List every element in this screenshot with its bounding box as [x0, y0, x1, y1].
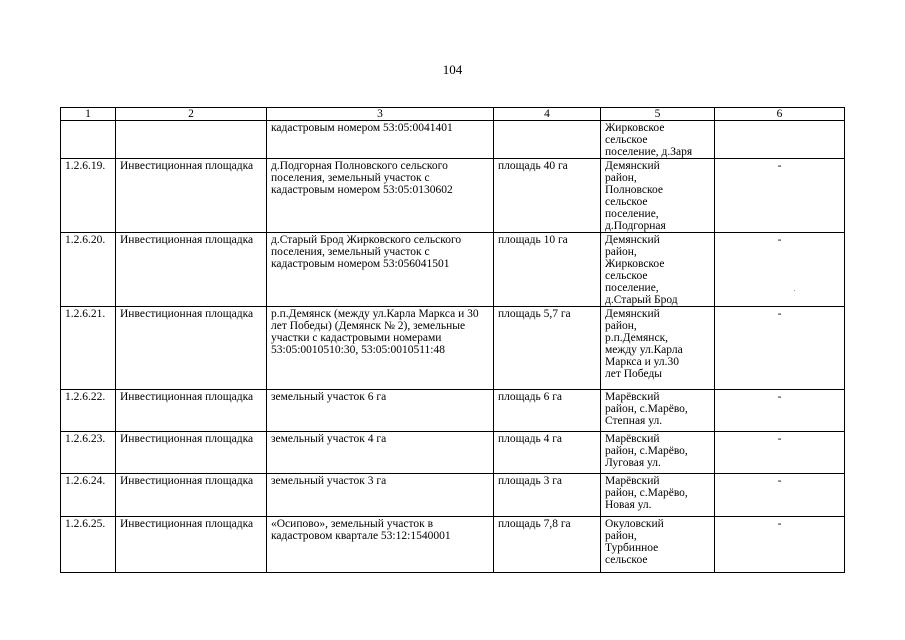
- cell-note: -: [715, 307, 845, 390]
- cell-type: Инвестиционная площадка: [116, 432, 267, 474]
- cell-description: «Осипово», земельный участок в кадастровом квартале 53:12:1540001: [267, 517, 494, 573]
- column-header-4: 4: [494, 108, 601, 121]
- table-row-continuation: [61, 121, 845, 159]
- cell-num: 1.2.6.23.: [61, 432, 116, 474]
- scan-speck: [794, 290, 795, 291]
- cell-description: р.п.Демянск (между ул.Карла Маркса и 30 лет Победы) (Демянск № 2), земельные участки с кадастровыми номерами 53:05:0010510:30, 53:05:0010511:48: [267, 307, 494, 390]
- cell-location: Марёвский район, с.Марёво, Степная ул.: [601, 390, 715, 432]
- cell-parameters: площадь 6 га: [494, 390, 601, 432]
- column-header-2: 2: [116, 108, 267, 121]
- cell-parameters: площадь 3 га: [494, 474, 601, 517]
- cell-type: Инвестиционная площадка: [116, 159, 267, 233]
- column-header-1: 1: [61, 108, 116, 121]
- cell-parameters: площадь 40 га: [494, 159, 601, 233]
- cell-location: Марёвский район, с.Марёво, Луговая ул.: [601, 432, 715, 474]
- cell-num: 1.2.6.21.: [61, 307, 116, 390]
- cell-description: д.Подгорная Полновского сельского поселения, земельный участок с кадастровым номером 53:05:0130602: [267, 159, 494, 233]
- cell-type: Инвестиционная площадка: [116, 517, 267, 573]
- cell-note: -: [715, 233, 845, 307]
- column-header-6: 6: [715, 108, 845, 121]
- table-header-row: [61, 108, 845, 121]
- table-row: [61, 233, 845, 307]
- cell-note: -: [715, 517, 845, 573]
- cell-location: Демянский район, Полновское сельское поселение, д.Подгорная: [601, 159, 715, 233]
- cell-location: Демянский район, Жирковское сельское поселение, д.Старый Брод: [601, 233, 715, 307]
- page-number: 104: [442, 62, 463, 77]
- table-row: [61, 159, 845, 233]
- column-header-5: 5: [601, 108, 715, 121]
- cell-parameters: площадь 10 га: [494, 233, 601, 307]
- cell-num: 1.2.6.20.: [61, 233, 116, 307]
- cell-num: 1.2.6.25.: [61, 517, 116, 573]
- table-row: [61, 474, 845, 517]
- cell-note: -: [715, 390, 845, 432]
- cell-description: земельный участок 6 га: [267, 390, 494, 432]
- cell-type: [116, 121, 267, 159]
- table-row: [61, 390, 845, 432]
- cell-note: -: [715, 159, 845, 233]
- cell-location: Окуловский район, Турбинное сельское: [601, 517, 715, 573]
- cell-description: земельный участок 4 га: [267, 432, 494, 474]
- cell-note: [715, 121, 845, 159]
- cell-parameters: [494, 121, 601, 159]
- cell-description: земельный участок 3 га: [267, 474, 494, 517]
- cell-type: Инвестиционная площадка: [116, 390, 267, 432]
- table-row: [61, 432, 845, 474]
- cell-num: 1.2.6.22.: [61, 390, 116, 432]
- cell-num: 1.2.6.19.: [61, 159, 116, 233]
- cell-description: кадастровым номером 53:05:0041401: [267, 121, 494, 159]
- cell-description: д.Старый Брод Жирковского сельского поселения, земельный участок с кадастровым номером 53:056041501: [267, 233, 494, 307]
- cell-note: -: [715, 432, 845, 474]
- cell-num: 1.2.6.24.: [61, 474, 116, 517]
- column-header-3: 3: [267, 108, 494, 121]
- table-row: [61, 307, 845, 390]
- cell-parameters: площадь 7,8 га: [494, 517, 601, 573]
- cell-parameters: площадь 5,7 га: [494, 307, 601, 390]
- cell-type: Инвестиционная площадка: [116, 233, 267, 307]
- cell-location: Марёвский район, с.Марёво, Новая ул.: [601, 474, 715, 517]
- cell-location: Жирковское сельское поселение, д.Заря: [601, 121, 715, 159]
- cell-note: -: [715, 474, 845, 517]
- investment-sites-table: [60, 107, 845, 573]
- cell-parameters: площадь 4 га: [494, 432, 601, 474]
- cell-type: Инвестиционная площадка: [116, 474, 267, 517]
- cell-location: Демянский район, р.п.Демянск, между ул.Карла Маркса и ул.30 лет Победы: [601, 307, 715, 390]
- cell-type: Инвестиционная площадка: [116, 307, 267, 390]
- cell-num: [61, 121, 116, 159]
- table-row: [61, 517, 845, 573]
